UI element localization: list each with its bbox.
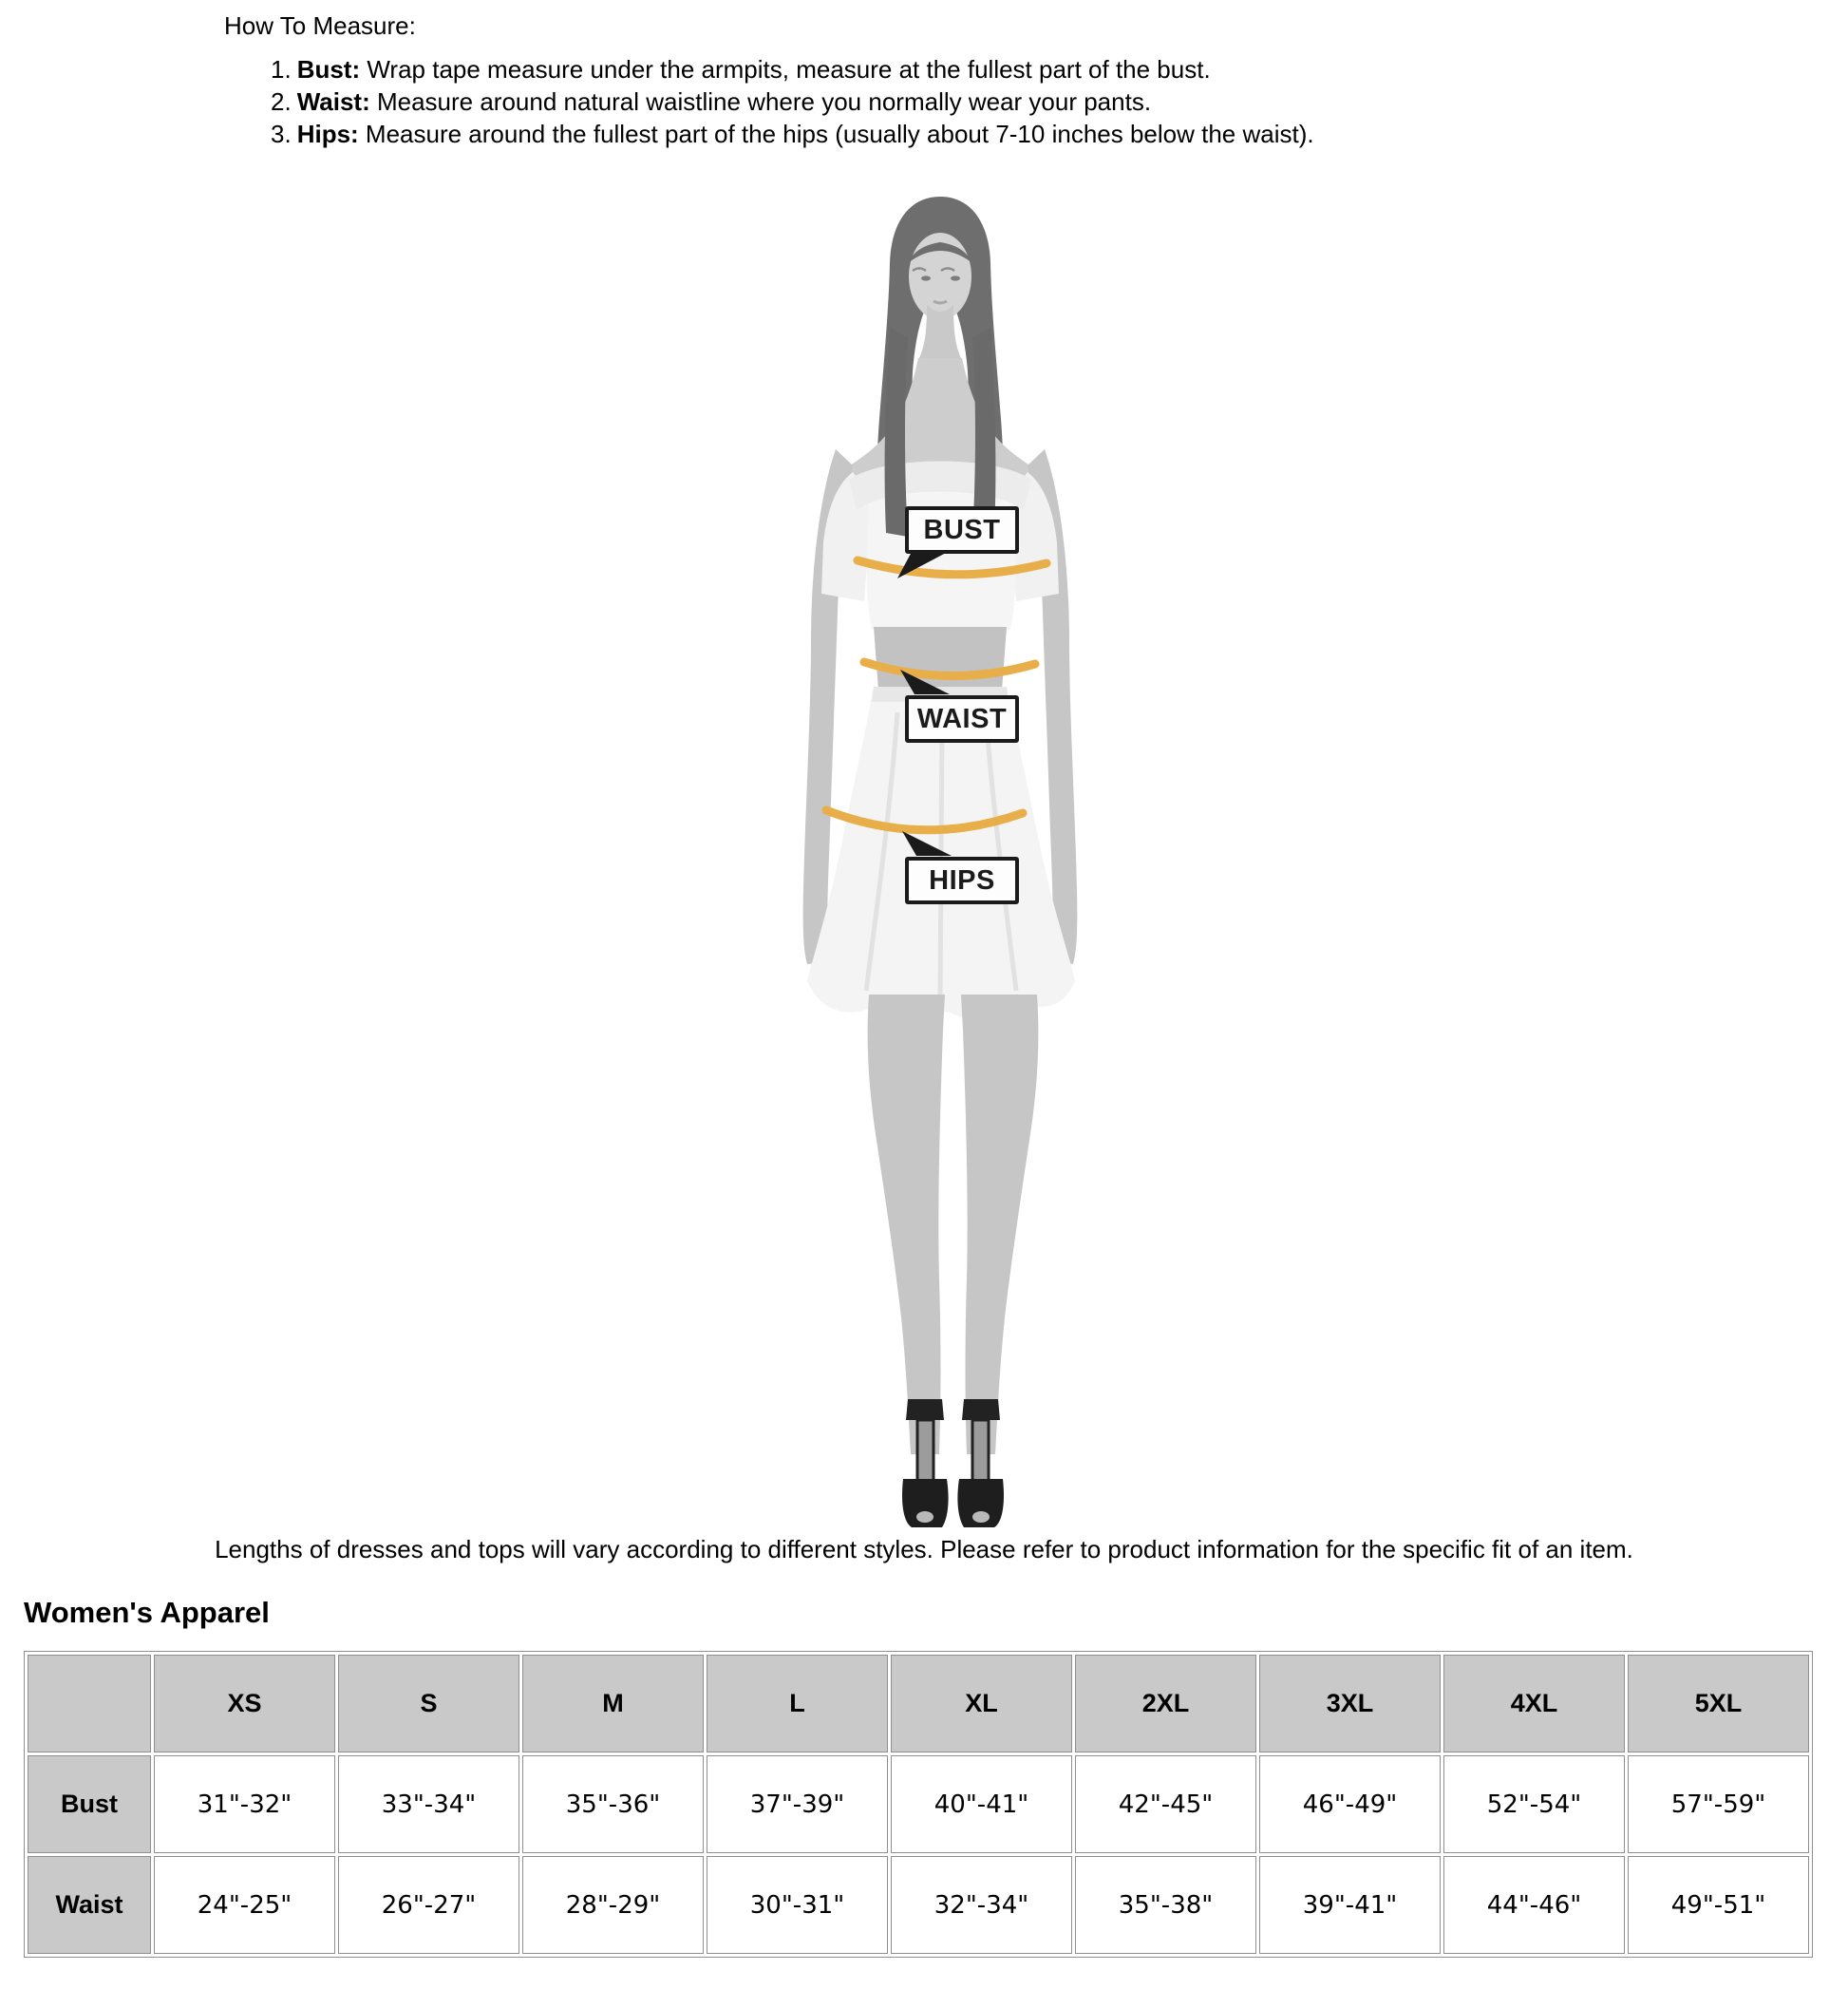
- instruction-text: Measure around natural waistline where you normally wear your pants.: [376, 87, 1152, 116]
- instruction-number: 3.: [271, 120, 292, 148]
- right-eye: [951, 275, 960, 280]
- size-col-header: 2XL: [1075, 1655, 1256, 1752]
- instruction-label: Bust:: [296, 55, 361, 84]
- size-value-cell: 33"-34": [338, 1755, 519, 1853]
- size-value-cell: 24"-25": [154, 1856, 335, 1954]
- size-value-cell: 35"-36": [522, 1755, 704, 1853]
- waist-callout-label: [905, 695, 1019, 743]
- size-value-cell: 32"-34": [891, 1856, 1072, 1954]
- size-row-header: Bust: [28, 1755, 151, 1853]
- size-chart-row: [28, 1856, 1809, 1954]
- size-value-cell: 49"-51": [1628, 1856, 1809, 1954]
- size-value-cell: 39"-41": [1259, 1856, 1441, 1954]
- size-value-cell: 57"-59": [1628, 1755, 1809, 1853]
- bust-callout-label: [905, 506, 1019, 554]
- size-value-cell: 30"-31": [707, 1856, 888, 1954]
- size-col-header: 3XL: [1259, 1655, 1441, 1752]
- hair-strand-left: [885, 328, 908, 537]
- instruction-number: 1.: [271, 55, 292, 84]
- size-chart-title: Women's Apparel: [24, 1596, 270, 1629]
- size-chart-corner-cell: [28, 1655, 151, 1752]
- size-value-cell: 46"-49": [1259, 1755, 1441, 1853]
- size-value-cell: 28"-29": [522, 1856, 704, 1954]
- size-value-cell: 52"-54": [1443, 1755, 1625, 1853]
- size-value-cell: 26"-27": [338, 1856, 519, 1954]
- instruction-text: Measure around the fullest part of the hips (usually about 7-10 inches below the waist).: [365, 120, 1314, 148]
- size-value-cell: 42"-45": [1075, 1755, 1256, 1853]
- midriff: [874, 627, 1007, 691]
- waist-callout-text: WAIST: [916, 703, 1008, 734]
- size-col-header: L: [707, 1655, 888, 1752]
- size-col-header: 4XL: [1443, 1655, 1625, 1752]
- right-shoe: [957, 1399, 1004, 1527]
- instruction-number: 2.: [271, 87, 292, 116]
- size-value-cell: 37"-39": [707, 1755, 888, 1853]
- hips-callout-label: [905, 857, 1019, 904]
- size-value-cell: 44"-46": [1443, 1856, 1625, 1954]
- hips-callout-text: HIPS: [929, 864, 995, 896]
- left-leg: [868, 994, 945, 1454]
- size-chart-row: [28, 1755, 1809, 1853]
- size-value-cell: 40"-41": [891, 1755, 1072, 1853]
- measure-instructions-list: [271, 53, 1314, 150]
- size-col-header: M: [522, 1655, 704, 1752]
- how-to-measure-title: How To Measure:: [224, 11, 416, 40]
- fit-note: Lengths of dresses and tops will vary according to different styles. Please refer to product information for the specific fit of an item.: [215, 1535, 1633, 1563]
- size-col-header: S: [338, 1655, 519, 1752]
- size-col-header: 5XL: [1628, 1655, 1809, 1752]
- instruction-label: Waist:: [296, 87, 370, 116]
- size-chart-table: [24, 1651, 1813, 1958]
- measure-instruction-item: [271, 118, 1314, 150]
- left-shoe: [902, 1399, 949, 1527]
- size-col-header: XL: [891, 1655, 1072, 1752]
- instruction-text: Wrap tape measure under the armpits, measure at the fullest part of the bust.: [367, 55, 1211, 84]
- measure-instruction-item: [271, 85, 1314, 118]
- size-row-header: Waist: [28, 1856, 151, 1954]
- right-leg: [961, 994, 1038, 1454]
- size-value-cell: 35"-38": [1075, 1856, 1256, 1954]
- size-value-cell: 31"-32": [154, 1755, 335, 1853]
- measure-instruction-item: [271, 53, 1314, 85]
- instruction-label: Hips:: [296, 120, 359, 148]
- hair-strand-right: [972, 328, 995, 537]
- size-chart-header-row: [28, 1655, 1809, 1752]
- size-col-header: XS: [154, 1655, 335, 1752]
- bust-callout-text: BUST: [923, 514, 1001, 545]
- model-figure: [731, 195, 1168, 1534]
- left-eye: [921, 275, 931, 280]
